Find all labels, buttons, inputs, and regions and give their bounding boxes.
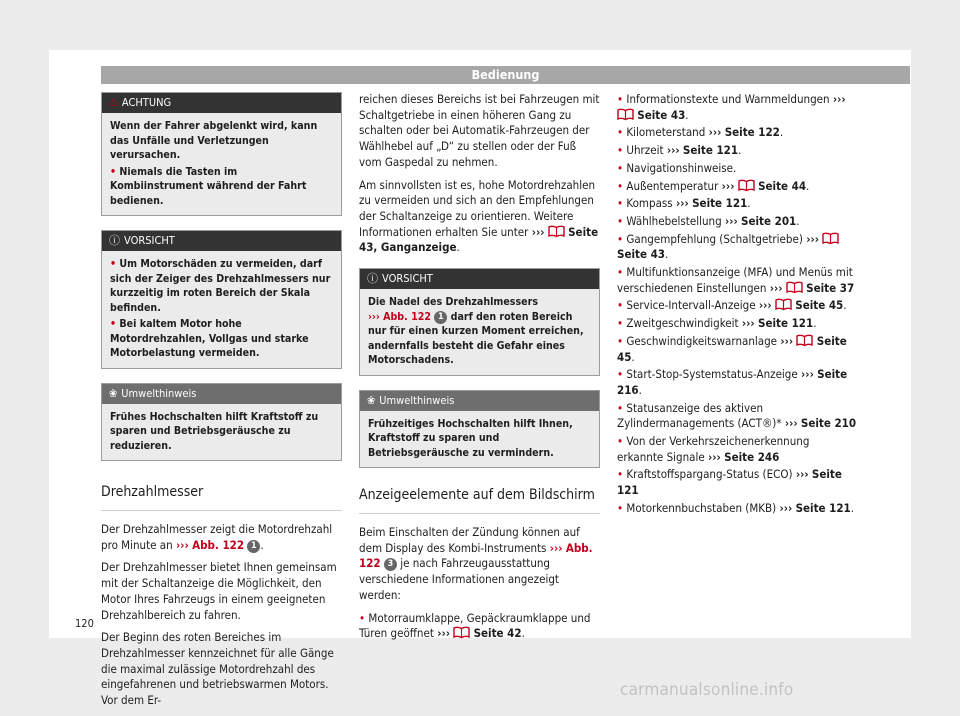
bullet-icon: •: [110, 258, 120, 270]
vorsicht-body: [102, 251, 341, 368]
achtung-bullet: • Niemals die Tasten im Kombiinstrument während der Fahrt bedienen.: [110, 165, 307, 207]
bullet-icon: •: [617, 367, 627, 382]
bullet-icon: •: [617, 178, 627, 193]
list-item: • Service-Intervall-Anzeige ››› Seite 45.: [617, 298, 847, 313]
page-reference[interactable]: Seite 42: [473, 626, 522, 641]
vorsicht-text: Die Nadel des Drehzahlmessers ››› Abb. 122 1 darf den roten Bereich nur für einen kurzen Moment erreichen, andernfalls besteht die Gefahr eines Motorschadens.: [368, 296, 584, 367]
vorsicht-bullet-2: • Bei kaltem Motor hohe Motordrehzahlen, Vollgas und starke Motorbelastung vermeiden.: [110, 318, 309, 359]
umwelt-header: [102, 384, 341, 404]
bullet-icon: •: [359, 610, 369, 625]
list-item: • Statusanzeige des aktiven Zylindermanagements (ACT®)* ››› Seite 210: [617, 400, 857, 431]
achtung-text: Wenn der Fahrer abgelenkt wird, kann das Unfälle und Verletzungen verursachen.: [110, 120, 318, 161]
page-reference[interactable]: Seite 122: [724, 125, 780, 140]
link-arrow-icon: ›››: [666, 143, 680, 158]
vorsicht-box: [101, 230, 342, 369]
flower-icon: ❀: [367, 393, 376, 407]
list-item: • Außentemperatur ››› Seite 44.: [617, 178, 810, 193]
link-arrow-icon: ›››: [741, 316, 755, 331]
paragraph: Der Beginn des roten Bereiches im Drehzahlmesser kennzeichnet für alle Gänge die maximal zulässige Motordrehzahl des eingefahrenen und betriebswarmen Motors. Vor dem Er-: [101, 630, 334, 708]
section-title-drehzahlmesser: Drehzahlmesser: [101, 483, 342, 511]
achtung-header: [102, 93, 341, 113]
book-icon: [822, 232, 839, 245]
bullet-icon: •: [617, 231, 627, 246]
callout-number: 1: [247, 540, 260, 553]
paragraph: Der Drehzahlmesser zeigt die Motordrehzahl pro Minute an ››› Abb. 122 1 .: [101, 522, 333, 552]
page-reference[interactable]: Seite 43: [637, 107, 686, 122]
page-number: 120: [75, 617, 94, 630]
list-item: • Motorkennbuchstaben (MKB) ››› Seite 121.: [617, 500, 855, 515]
page-reference[interactable]: Seite 44: [758, 178, 807, 193]
link-arrow-icon: ›››: [769, 280, 783, 295]
achtung-body: [102, 113, 341, 215]
bullet-icon: •: [617, 500, 627, 515]
umwelt-header: [360, 391, 599, 411]
link-arrow-icon: ›››: [368, 310, 380, 323]
list-item: • Informationstexte und Warnmeldungen ››› Seite 43.: [617, 92, 846, 122]
list-item: • Gangempfehlung (Schaltgetriebe) ››› Seite 43.: [617, 232, 858, 263]
figure-link[interactable]: Abb. 122: [359, 540, 593, 571]
link-arrow-icon: ›››: [780, 333, 794, 348]
book-icon: [796, 334, 813, 347]
bullet-icon: •: [617, 400, 627, 415]
umwelt-text: Frühzeitiges Hochschalten hilft Ihnen, Kraftstoff zu sparen und Betriebsgeräusche zu vermindern.: [368, 417, 573, 459]
bullet-icon: •: [617, 160, 627, 175]
bullet-icon: •: [617, 265, 627, 280]
circle-exclamation-icon: ⓘ: [367, 272, 378, 286]
link-arrow-icon: ›››: [676, 196, 689, 211]
bullet-icon: •: [617, 316, 627, 331]
link-arrow-icon: ›››: [437, 626, 450, 641]
vorsicht-title: VORSICHT: [382, 272, 433, 286]
flower-icon: ❀: [109, 386, 118, 400]
umwelt-box-2: [359, 390, 600, 469]
page-reference[interactable]: Seite 121: [758, 316, 814, 331]
link-arrow-icon: ›››: [795, 467, 809, 482]
link-arrow-icon: ›››: [806, 231, 819, 246]
list-item: • Motorraumklappe, Gepäckraumklappe und Türen geöffnet ››› Seite 42.: [359, 610, 591, 641]
link-arrow-icon: ›››: [758, 298, 772, 313]
bullet-icon: •: [617, 143, 627, 158]
page-reference[interactable]: Seite 43, Ganganzeige: [359, 224, 599, 255]
list-item: • Geschwindigkeitswarnanlage ››› Seite 45.: [617, 333, 847, 364]
page-reference[interactable]: Seite 121: [795, 500, 851, 515]
page-header: Bedienung: [101, 66, 910, 84]
vorsicht-title: VORSICHT: [124, 234, 175, 247]
umwelt-text: Frühes Hochschalten hilft Kraftstoff zu sparen und Betriebsgeräusche zu reduzieren.: [110, 410, 319, 452]
link-arrow-icon: ›››: [779, 500, 793, 515]
link-arrow-icon: ›››: [531, 224, 545, 239]
page-reference[interactable]: Seite 246: [724, 449, 780, 464]
bullet-icon: •: [617, 196, 627, 211]
paragraph: Der Drehzahlmesser bietet Ihnen gemeinsam mit der Schaltanzeige die Möglichkeit, den Motor Ihres Fahrzeugs in einem geeigneten Drehzahlbereich zu fahren.: [101, 560, 337, 622]
bullet-icon: •: [617, 298, 627, 313]
paragraph: Am sinnvollsten ist es, hohe Motordrehzahlen zu vermeiden und sich an den Empfehlungen der Schaltanzeige zu orientieren. Weitere Informationen erhalten Sie unter ››› Seite 43, Ganganzeige.: [359, 177, 599, 255]
link-arrow-icon: ›››: [784, 416, 798, 431]
link-arrow-icon: ›››: [724, 213, 738, 228]
umwelt-title: Umwelthinweis: [121, 386, 197, 400]
link-arrow-icon: ›››: [176, 537, 189, 552]
vorsicht-box-2: [359, 268, 600, 376]
book-icon: [738, 179, 755, 192]
bullet-icon: •: [110, 318, 120, 330]
link-arrow-icon: ›››: [708, 125, 722, 140]
paragraph: Beim Einschalten der Zündung können auf dem Display des Kombi-Instruments ››› Abb. 122 3 je nach Fahrzeugausstattung verschiedene Informationen angezeigt werden:: [359, 525, 593, 602]
page-reference[interactable]: Seite 45: [795, 298, 844, 313]
vorsicht-header: [102, 231, 341, 251]
display-items-list: [359, 611, 600, 642]
book-icon: [775, 298, 792, 311]
page-reference[interactable]: Seite 201: [741, 213, 797, 228]
bullet-icon: •: [617, 434, 627, 449]
achtung-title: ACHTUNG: [121, 96, 172, 109]
section-title-anzeigeelemente: Anzeigeelemente auf dem Bildschirm: [359, 486, 600, 514]
book-icon: [548, 225, 565, 238]
link-arrow-icon: ›››: [721, 178, 735, 193]
list-item: • Kompass ››› Seite 121.: [617, 196, 751, 211]
bullet-icon: •: [617, 467, 627, 482]
page-reference[interactable]: Seite 43: [617, 247, 665, 262]
link-arrow-icon: ›››: [549, 540, 563, 555]
bullet-icon: •: [617, 125, 627, 140]
umwelt-body: [360, 411, 599, 468]
display-items-list-continued: [617, 92, 858, 517]
list-item: • Start-Stop-Systemstatus-Anzeige ››› Seite 216.: [617, 367, 848, 397]
page-reference[interactable]: Seite 121: [617, 467, 842, 498]
list-item: • Kilometerstand ››› Seite 122.: [617, 125, 784, 140]
page-reference[interactable]: Seite 45: [617, 333, 847, 364]
callout-number: 1: [434, 311, 447, 324]
callout-number: 3: [384, 558, 397, 571]
page-reference[interactable]: Seite 121: [682, 143, 739, 158]
column-3: [617, 92, 858, 519]
achtung-box: [101, 92, 342, 216]
figure-link[interactable]: Abb. 122: [383, 310, 431, 323]
vorsicht-body: [360, 289, 599, 375]
book-icon: [786, 281, 803, 294]
link-arrow-icon: ›››: [832, 92, 846, 106]
column-2: [359, 92, 600, 644]
page-reference[interactable]: Seite 216: [617, 367, 848, 397]
vorsicht-bullet-1: • Um Motorschäden zu vermeiden, darf sich der Zeiger des Drehzahlmessers nur kurzzeitig im roten Bereich der Skala befinden.: [110, 258, 331, 314]
list-item: • Uhrzeit ››› Seite 121.: [617, 143, 742, 158]
book-icon: [453, 626, 470, 639]
bullet-icon: •: [617, 213, 627, 228]
page-reference[interactable]: Seite 210: [800, 416, 857, 431]
list-item: • Von der Verkehrszeichenerkennung erkannte Signale ››› Seite 246: [617, 434, 810, 464]
list-item: • Kraftstoffspargang-Status (ECO) ››› Seite 121: [617, 467, 842, 498]
list-item: • Zweitgeschwindigkeit ››› Seite 121.: [617, 316, 817, 331]
link-arrow-icon: ›››: [708, 449, 721, 464]
page-reference[interactable]: Seite 121: [692, 196, 748, 211]
umwelt-box: [101, 383, 342, 462]
list-item: • Navigationshinweise.: [617, 160, 737, 175]
book-icon: [617, 108, 634, 121]
bullet-icon: •: [110, 165, 120, 178]
umwelt-body: [102, 404, 341, 461]
column-1: [101, 92, 342, 716]
figure-link[interactable]: Abb. 122: [192, 537, 245, 552]
list-item: • Multifunktionsanzeige (MFA) und Menüs mit verschiedenen Einstellungen ››› Seite 37: [617, 265, 855, 295]
watermark: carmanualsonline.info: [620, 680, 794, 700]
bullet-icon: •: [617, 92, 627, 106]
circle-exclamation-icon: ⓘ: [109, 234, 120, 247]
warning-triangle-icon: ⚠: [109, 96, 118, 109]
list-item: • Wählhebelstellung ››› Seite 201.: [617, 213, 800, 228]
paragraph: reichen dieses Bereichs ist bei Fahrzeugen mit Schaltgetriebe in einen höheren Gang zu schalten oder bei Automatik-Fahrzeugen der Wählhebel auf „D“ zu stellen oder der Fuß vom Gaspedal zu nehmen.: [359, 92, 600, 169]
vorsicht-header: [360, 269, 599, 289]
link-arrow-icon: ›››: [801, 367, 814, 382]
page-reference[interactable]: Seite 37: [806, 280, 855, 295]
umwelt-title: Umwelthinweis: [379, 393, 455, 407]
bullet-icon: •: [617, 333, 627, 348]
